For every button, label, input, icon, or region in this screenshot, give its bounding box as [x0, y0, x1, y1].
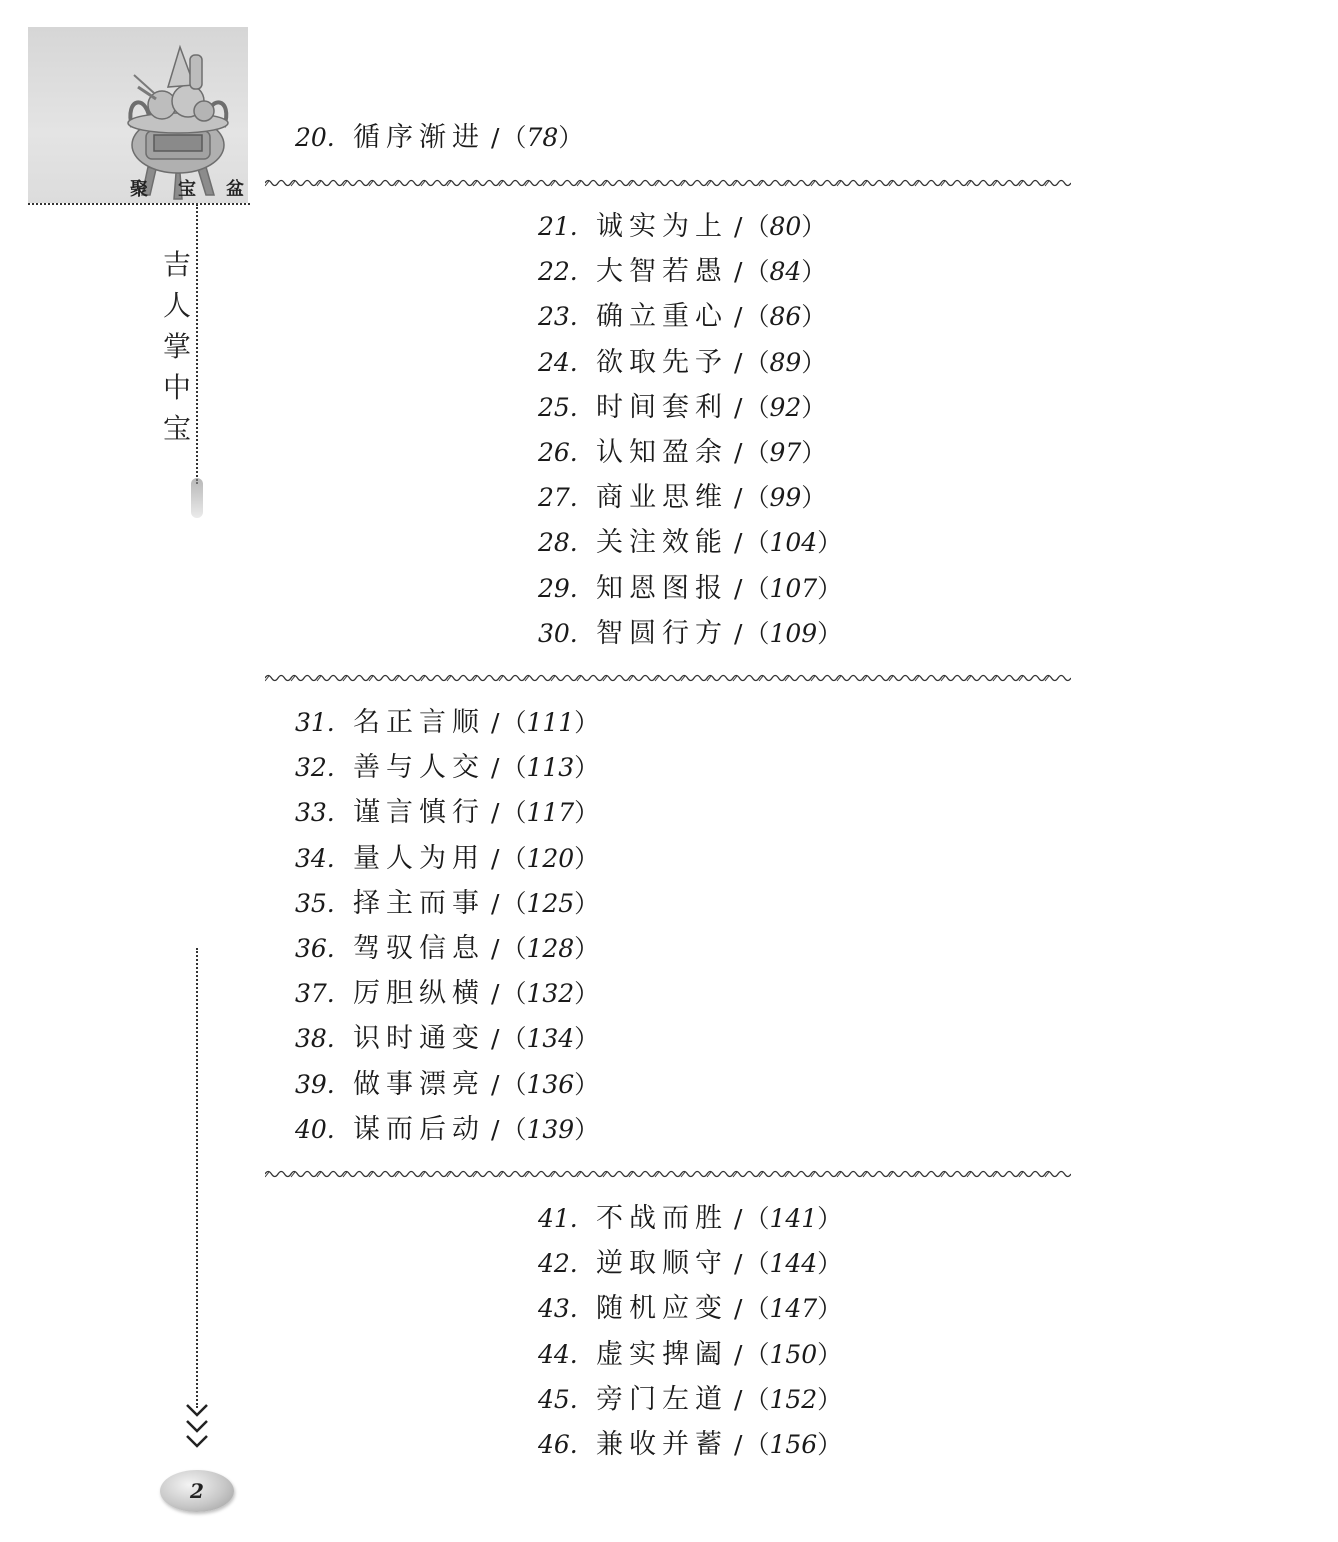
close-paren: ）: [574, 888, 600, 918]
page-number-badge: [160, 1470, 234, 1512]
open-paren: （: [501, 1069, 527, 1099]
entry-number: 43.: [538, 1294, 578, 1324]
wavy-divider: [265, 176, 1071, 190]
open-paren: （: [744, 302, 770, 332]
toc-entry[interactable]: [538, 475, 826, 520]
toc-entry[interactable]: [295, 1107, 599, 1152]
open-paren: （: [744, 392, 770, 422]
entry-number: 31.: [295, 708, 335, 737]
entry-title: 关注效能: [596, 527, 728, 559]
page-number: 2: [190, 1479, 204, 1503]
entry-page-number: 80: [769, 212, 802, 241]
entry-title: 商业思维: [596, 482, 728, 514]
entry-title: 诚实为上: [596, 211, 728, 242]
entry-number: 24.: [538, 347, 578, 377]
toc-entry[interactable]: [295, 700, 599, 745]
entry-page-number: 104: [769, 528, 818, 558]
open-paren: （: [744, 257, 770, 287]
entry-separator: /: [734, 347, 743, 377]
entry-number: 36.: [295, 934, 335, 963]
open-paren: （: [501, 979, 527, 1009]
entry-title: 智圆行方: [596, 617, 728, 649]
open-paren: （: [501, 1114, 527, 1144]
entry-page-number: 120: [526, 843, 575, 873]
close-paren: ）: [801, 302, 827, 332]
toc-entry[interactable]: [295, 115, 583, 160]
wavy-divider: [265, 1167, 1071, 1181]
toc-entry[interactable]: [295, 836, 599, 881]
entry-number: 28.: [538, 528, 578, 558]
entry-title: 虚实捭阖: [596, 1338, 728, 1370]
entry-page-number: 113: [526, 753, 575, 783]
entry-number: 42.: [538, 1249, 578, 1279]
entry-title: 确立重心: [596, 301, 728, 333]
entry-page-number: 139: [526, 1114, 575, 1144]
entry-separator: /: [491, 1024, 500, 1054]
emblem-char: 宝: [178, 179, 196, 200]
open-paren: （: [501, 1024, 527, 1054]
emblem-char: 盆: [226, 179, 244, 200]
entry-number: 21.: [538, 212, 578, 241]
close-paren: ）: [817, 1294, 843, 1324]
entry-title: 谨言慎行: [353, 797, 485, 829]
entry-number: 35.: [295, 888, 335, 918]
open-paren: （: [744, 1339, 770, 1369]
entry-title: 逆取顺守: [596, 1248, 728, 1280]
toc-entry[interactable]: [295, 881, 599, 926]
entry-number: 27.: [538, 483, 578, 513]
entry-title: 旁门左道: [596, 1383, 728, 1415]
open-paren: （: [744, 1430, 770, 1459]
entry-separator: /: [491, 843, 500, 873]
entry-number: 30.: [538, 618, 578, 648]
open-paren: （: [744, 347, 770, 377]
entry-title: 择主而事: [353, 887, 485, 919]
entry-page-number: 84: [769, 257, 802, 287]
close-paren: ）: [558, 123, 584, 152]
open-paren: （: [744, 573, 770, 603]
dotted-margin-line-top: [196, 204, 198, 484]
close-paren: ）: [817, 618, 843, 648]
entry-separator: /: [734, 438, 743, 467]
entry-title: 随机应变: [596, 1293, 728, 1325]
open-paren: （: [501, 798, 527, 828]
entry-number: 23.: [538, 302, 578, 332]
entry-separator: /: [491, 123, 500, 152]
entry-page-number: 141: [769, 1204, 818, 1233]
entry-number: 44.: [538, 1339, 578, 1369]
entry-title: 时间套利: [596, 391, 728, 423]
close-paren: ）: [574, 798, 600, 828]
close-paren: ）: [801, 212, 827, 241]
entry-page-number: 147: [769, 1294, 818, 1324]
open-paren: （: [501, 934, 527, 963]
close-paren: ）: [817, 573, 843, 603]
open-paren: （: [744, 212, 770, 241]
entry-page-number: 99: [769, 483, 802, 513]
entry-number: 41.: [538, 1204, 578, 1233]
entry-separator: /: [734, 302, 743, 332]
entry-separator: /: [491, 1114, 500, 1144]
open-paren: （: [744, 483, 770, 513]
entry-title: 兼收并蓄: [596, 1429, 728, 1460]
open-paren: （: [744, 1384, 770, 1414]
close-paren: ）: [574, 979, 600, 1009]
close-paren: ）: [801, 257, 827, 287]
open-paren: （: [501, 843, 527, 873]
emblem-char: 聚: [130, 179, 148, 200]
entry-number: 32.: [295, 753, 335, 783]
open-paren: （: [744, 528, 770, 558]
toc-entry[interactable]: [538, 1377, 842, 1422]
corner-emblem: [28, 27, 248, 203]
entry-separator: /: [734, 1249, 743, 1279]
open-paren: （: [744, 1249, 770, 1279]
entry-separator: /: [734, 1294, 743, 1324]
entry-title: 做事漂亮: [353, 1068, 485, 1100]
close-paren: ）: [817, 1384, 843, 1414]
entry-separator: /: [491, 934, 500, 963]
close-paren: ）: [574, 753, 600, 783]
entry-title: 谋而后动: [353, 1113, 485, 1145]
margin-fade-mark: [191, 478, 203, 518]
close-paren: ）: [574, 708, 600, 737]
entry-title: 不战而胜: [596, 1203, 728, 1234]
close-paren: ）: [574, 1024, 600, 1054]
close-paren: ）: [574, 1114, 600, 1144]
open-paren: （: [744, 1204, 770, 1233]
entry-number: 29.: [538, 573, 578, 603]
toc-entry[interactable]: [538, 385, 826, 430]
dotted-margin-line-bottom: [196, 948, 198, 1408]
toc-entry[interactable]: [538, 204, 826, 249]
entry-title: 认知盈余: [596, 437, 728, 468]
entry-separator: /: [491, 888, 500, 918]
entry-title: 大智若愚: [596, 256, 728, 288]
open-paren: （: [501, 123, 527, 152]
entry-number: 46.: [538, 1430, 578, 1459]
toc-entry[interactable]: [295, 1016, 599, 1061]
entry-number: 33.: [295, 798, 335, 828]
close-paren: ）: [817, 1430, 843, 1459]
entry-number: 40.: [295, 1114, 335, 1144]
toc-entry[interactable]: [295, 971, 599, 1016]
close-paren: ）: [574, 1069, 600, 1099]
close-paren: ）: [817, 1339, 843, 1369]
entry-separator: /: [491, 753, 500, 783]
open-paren: （: [501, 888, 527, 918]
entry-page-number: 86: [769, 302, 802, 332]
entry-page-number: 78: [526, 123, 559, 152]
entry-number: 26.: [538, 438, 578, 467]
chevron-down-icon: [184, 1402, 210, 1418]
entry-number: 34.: [295, 843, 335, 873]
entry-separator: /: [734, 1339, 743, 1369]
entry-separator: /: [734, 1430, 743, 1459]
entry-separator: /: [734, 618, 743, 648]
toc-entry[interactable]: [538, 520, 842, 565]
toc-entry[interactable]: [538, 249, 826, 294]
title-char: 人: [162, 289, 191, 322]
close-paren: ）: [817, 1249, 843, 1279]
entry-page-number: 117: [526, 798, 575, 828]
entry-separator: /: [734, 1204, 743, 1233]
entry-title: 量人为用: [353, 842, 485, 874]
entry-separator: /: [491, 979, 500, 1009]
toc-entry[interactable]: [295, 790, 599, 835]
entry-separator: /: [734, 392, 743, 422]
entry-title: 驾驭信息: [353, 933, 485, 964]
entry-number: 39.: [295, 1069, 335, 1099]
entry-page-number: 92: [769, 392, 802, 422]
emblem-divider: [28, 203, 250, 205]
close-paren: ）: [817, 528, 843, 558]
entry-page-number: 97: [769, 438, 802, 467]
entry-separator: /: [734, 212, 743, 241]
entry-page-number: 134: [526, 1024, 575, 1054]
vertical-book-title: [160, 244, 194, 449]
entry-separator: /: [734, 257, 743, 287]
entry-number: 20.: [295, 123, 335, 152]
entry-number: 22.: [538, 257, 578, 287]
close-paren: ）: [574, 843, 600, 873]
wavy-divider: [265, 671, 1071, 685]
entry-page-number: 111: [526, 708, 575, 737]
entry-title: 知恩图报: [596, 572, 728, 604]
entry-title: 善与人交: [353, 752, 485, 784]
entry-number: 25.: [538, 392, 578, 422]
entry-page-number: 132: [526, 979, 575, 1009]
close-paren: ）: [801, 438, 827, 467]
chevron-down-icon: [184, 1418, 210, 1434]
entry-page-number: 144: [769, 1249, 818, 1279]
entry-separator: /: [491, 798, 500, 828]
title-char: 中: [162, 371, 191, 404]
chevron-down-icon: [184, 1433, 210, 1449]
entry-title: 厉胆纵横: [353, 978, 485, 1010]
entry-page-number: 109: [769, 618, 818, 648]
close-paren: ）: [574, 934, 600, 963]
entry-number: 45.: [538, 1384, 578, 1414]
entry-title: 名正言顺: [353, 707, 485, 738]
toc-entry[interactable]: [295, 745, 599, 790]
emblem-caption: [28, 177, 248, 201]
open-paren: （: [501, 753, 527, 783]
open-paren: （: [744, 618, 770, 648]
entry-separator: /: [734, 573, 743, 603]
toc-entry[interactable]: [538, 1422, 842, 1467]
toc-entry[interactable]: [538, 1196, 842, 1241]
toc-entry[interactable]: [538, 566, 842, 611]
open-paren: （: [501, 708, 527, 737]
toc-entry[interactable]: [295, 926, 599, 971]
open-paren: （: [744, 438, 770, 467]
entry-page-number: 125: [526, 888, 575, 918]
entry-number: 37.: [295, 979, 335, 1009]
entry-page-number: 136: [526, 1069, 575, 1099]
entry-separator: /: [491, 1069, 500, 1099]
entry-page-number: 128: [526, 934, 575, 963]
entry-separator: /: [734, 1384, 743, 1414]
toc-entry[interactable]: [538, 1241, 842, 1286]
toc-entry[interactable]: [538, 340, 826, 385]
entry-title: 循序渐进: [353, 122, 485, 153]
toc-entry[interactable]: [538, 430, 826, 475]
toc-entry[interactable]: [538, 1286, 842, 1331]
entry-page-number: 150: [769, 1339, 818, 1369]
entry-title: 欲取先予: [596, 346, 728, 378]
entry-page-number: 89: [769, 347, 802, 377]
entry-page-number: 152: [769, 1384, 818, 1414]
title-char: 宝: [162, 412, 191, 445]
entry-title: 识时通变: [353, 1023, 485, 1055]
close-paren: ）: [801, 347, 827, 377]
toc-entry[interactable]: [295, 1062, 599, 1107]
close-paren: ）: [801, 483, 827, 513]
entry-separator: /: [734, 483, 743, 513]
entry-separator: /: [734, 528, 743, 558]
entry-separator: /: [491, 708, 500, 737]
entry-number: 38.: [295, 1024, 335, 1054]
open-paren: （: [744, 1294, 770, 1324]
entry-page-number: 156: [769, 1430, 818, 1459]
close-paren: ）: [801, 392, 827, 422]
entry-page-number: 107: [769, 573, 818, 603]
toc-entry[interactable]: [538, 611, 842, 656]
toc-entry[interactable]: [538, 1332, 842, 1377]
close-paren: ）: [817, 1204, 843, 1233]
title-char: 掌: [162, 330, 191, 363]
title-char: 吉: [162, 248, 191, 281]
toc-entry[interactable]: [538, 294, 826, 339]
